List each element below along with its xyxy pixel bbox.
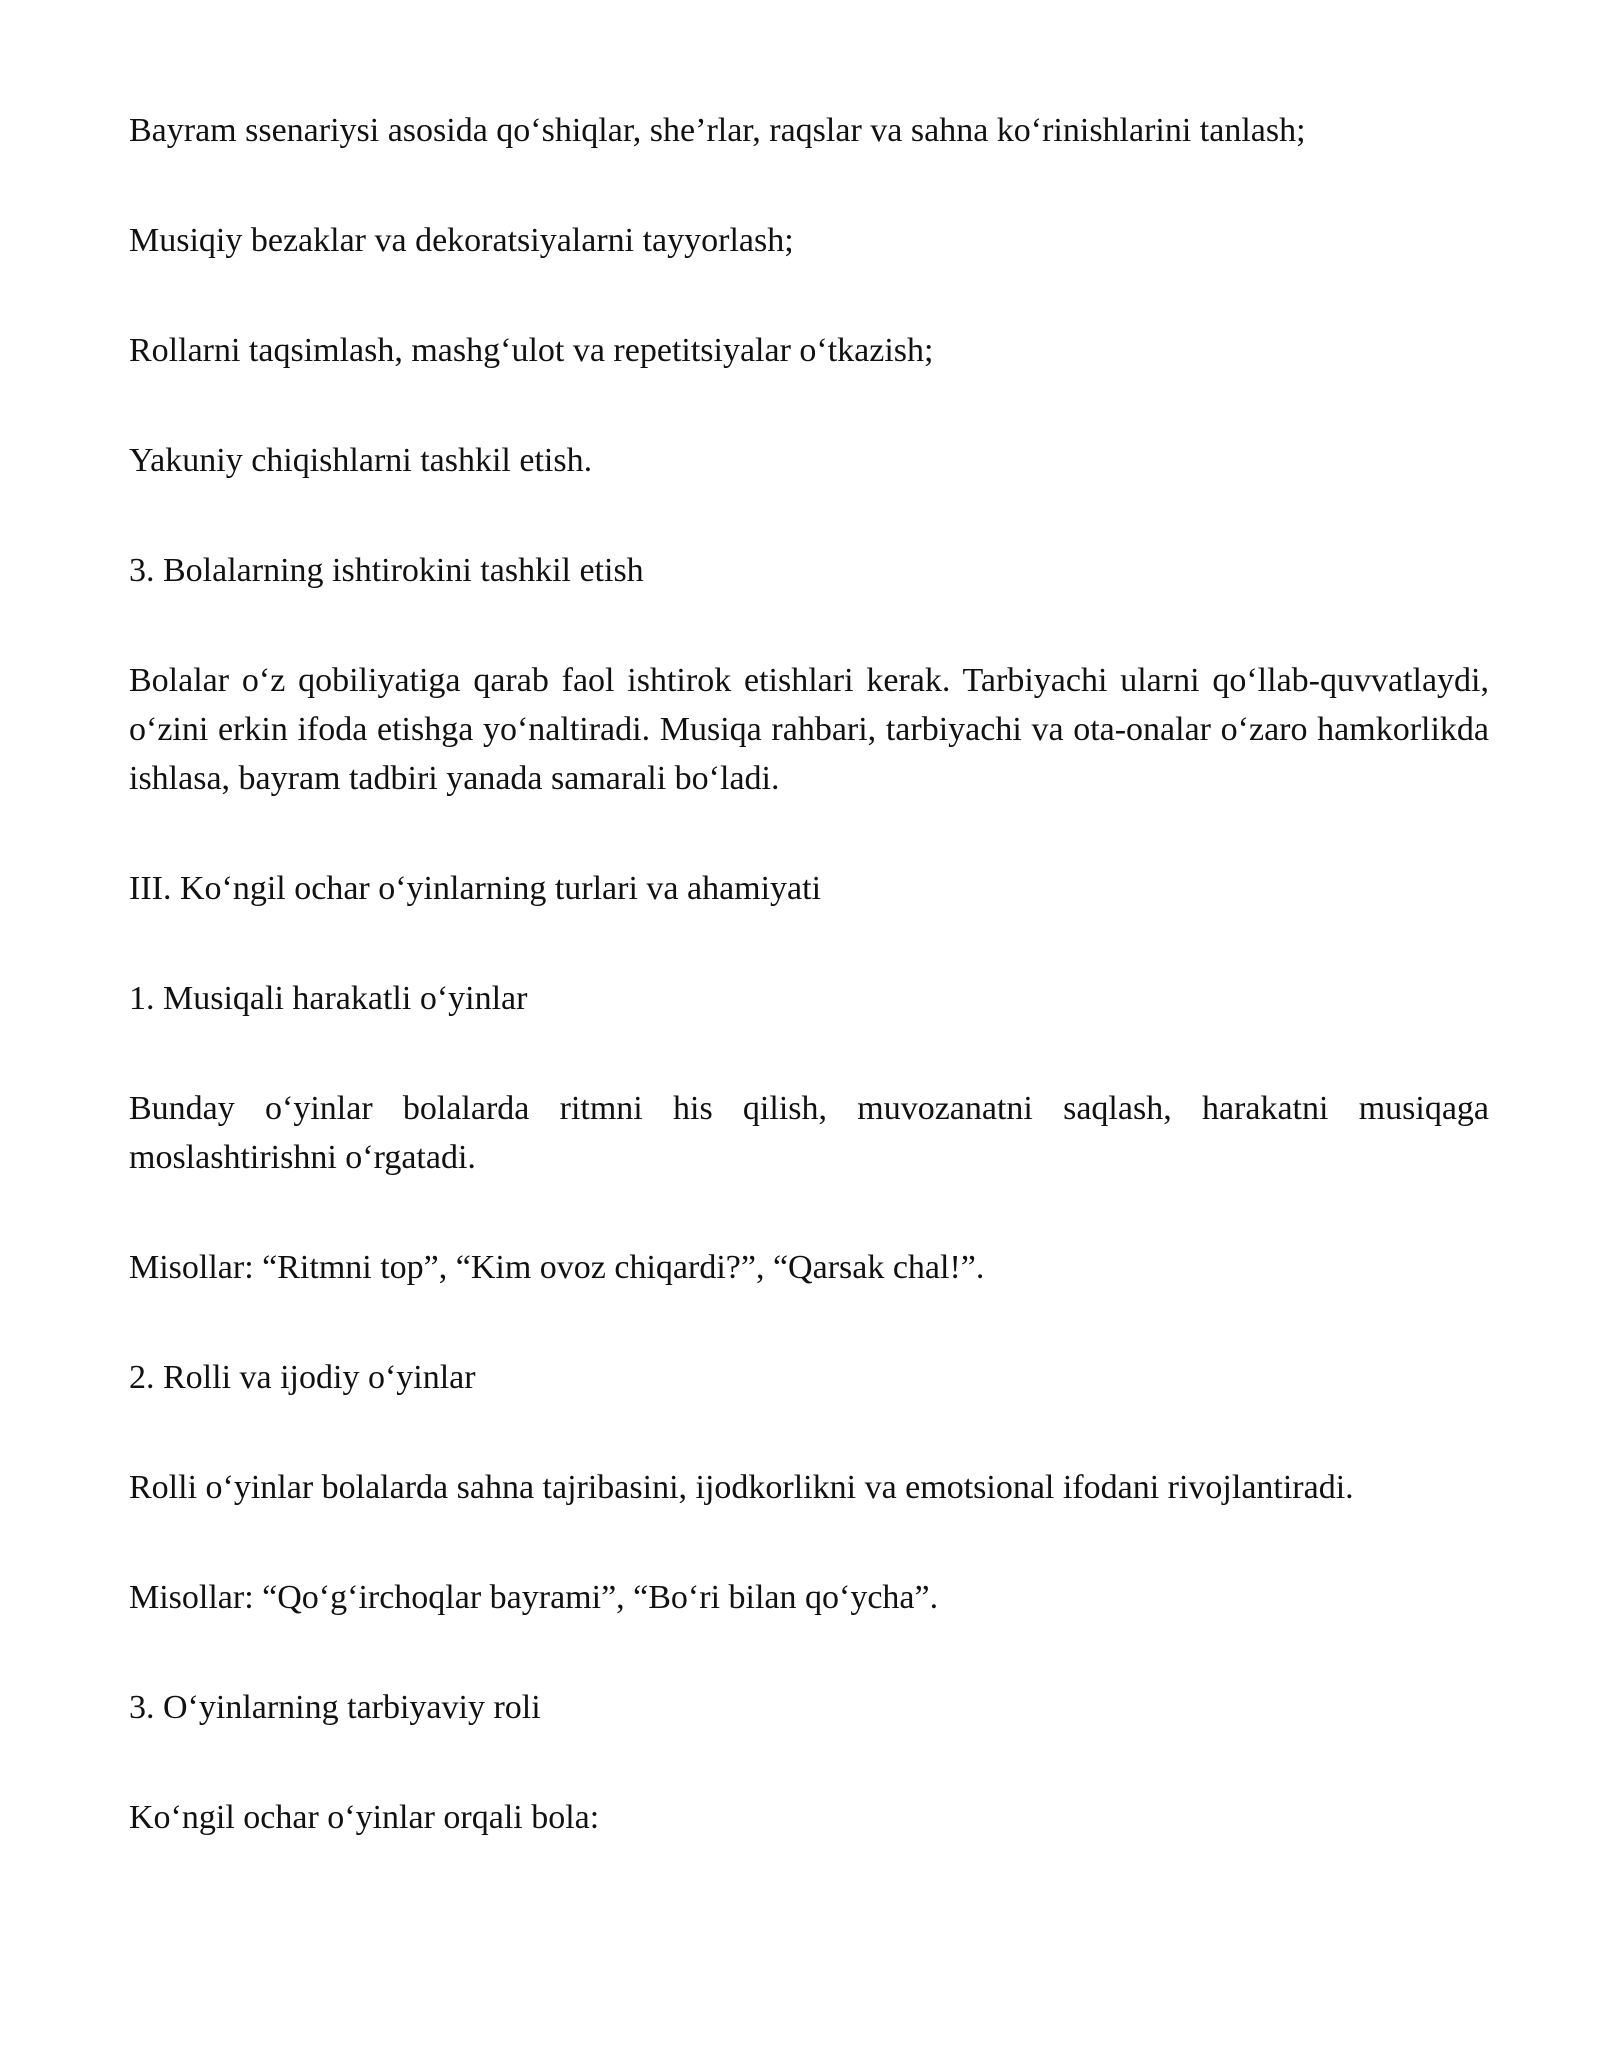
document-body	[129, 106, 1489, 1903]
list-item-text: Yakuniy chiqishlarni tashkil etish.	[129, 442, 593, 479]
list-item-text: Bayram ssenariysi asosida qo‘shiqlar, she’rlar, raqslar va sahna ko‘rinishlarini tanlash;	[129, 112, 1306, 149]
body-paragraph: Rolli o‘yinlar bolalarda sahna tajribasini, ijodkorlikni va emotsional ifodani rivojlantiradi.	[129, 1469, 1354, 1506]
examples-line: Misollar: “Ritmni top”, “Kim ovoz chiqardi?”, “Qarsak chal!”.	[129, 1249, 985, 1286]
body-paragraph: Bolalar o‘z qobiliyatiga qarab faol ishtirok etishlari kerak. Tarbiyachi ularni qo‘llab-quvvatlaydi, o‘zini erkin ifoda etishga yo‘naltiradi. Musiqa rahbari, tarbiyachi va ota-onalar o‘zaro hamkorlikda ishlasa, bayram tadbiri yanada samarali bo‘ladi.	[129, 662, 1489, 797]
section-heading: 3. Bolalarning ishtirokini tashkil etish	[129, 552, 644, 589]
examples-line: Misollar: “Qo‘g‘irchoqlar bayrami”, “Bo‘ri bilan qo‘ycha”.	[129, 1579, 939, 1616]
list-item-text: Rollarni taqsimlash, mashg‘ulot va repetitsiyalar o‘tkazish;	[129, 332, 934, 369]
body-paragraph: Ko‘ngil ochar o‘yinlar orqali bola:	[129, 1799, 600, 1836]
section-heading: 1. Musiqali harakatli o‘yinlar	[129, 980, 528, 1017]
body-paragraph: Bunday o‘yinlar bolalarda ritmni his qilish, muvozanatni saqlash, harakatni musiqaga moslashtirishni o‘rgatadi.	[129, 1090, 1489, 1176]
chapter-heading: III. Ko‘ngil ochar o‘yinlarning turlari va ahamiyati	[129, 870, 822, 907]
list-item-text: Musiqiy bezaklar va dekoratsiyalarni tayyorlash;	[129, 222, 794, 259]
section-heading: 3. O‘yinlarning tarbiyaviy roli	[129, 1689, 541, 1726]
section-heading: 2. Rolli va ijodiy o‘yinlar	[129, 1359, 476, 1396]
